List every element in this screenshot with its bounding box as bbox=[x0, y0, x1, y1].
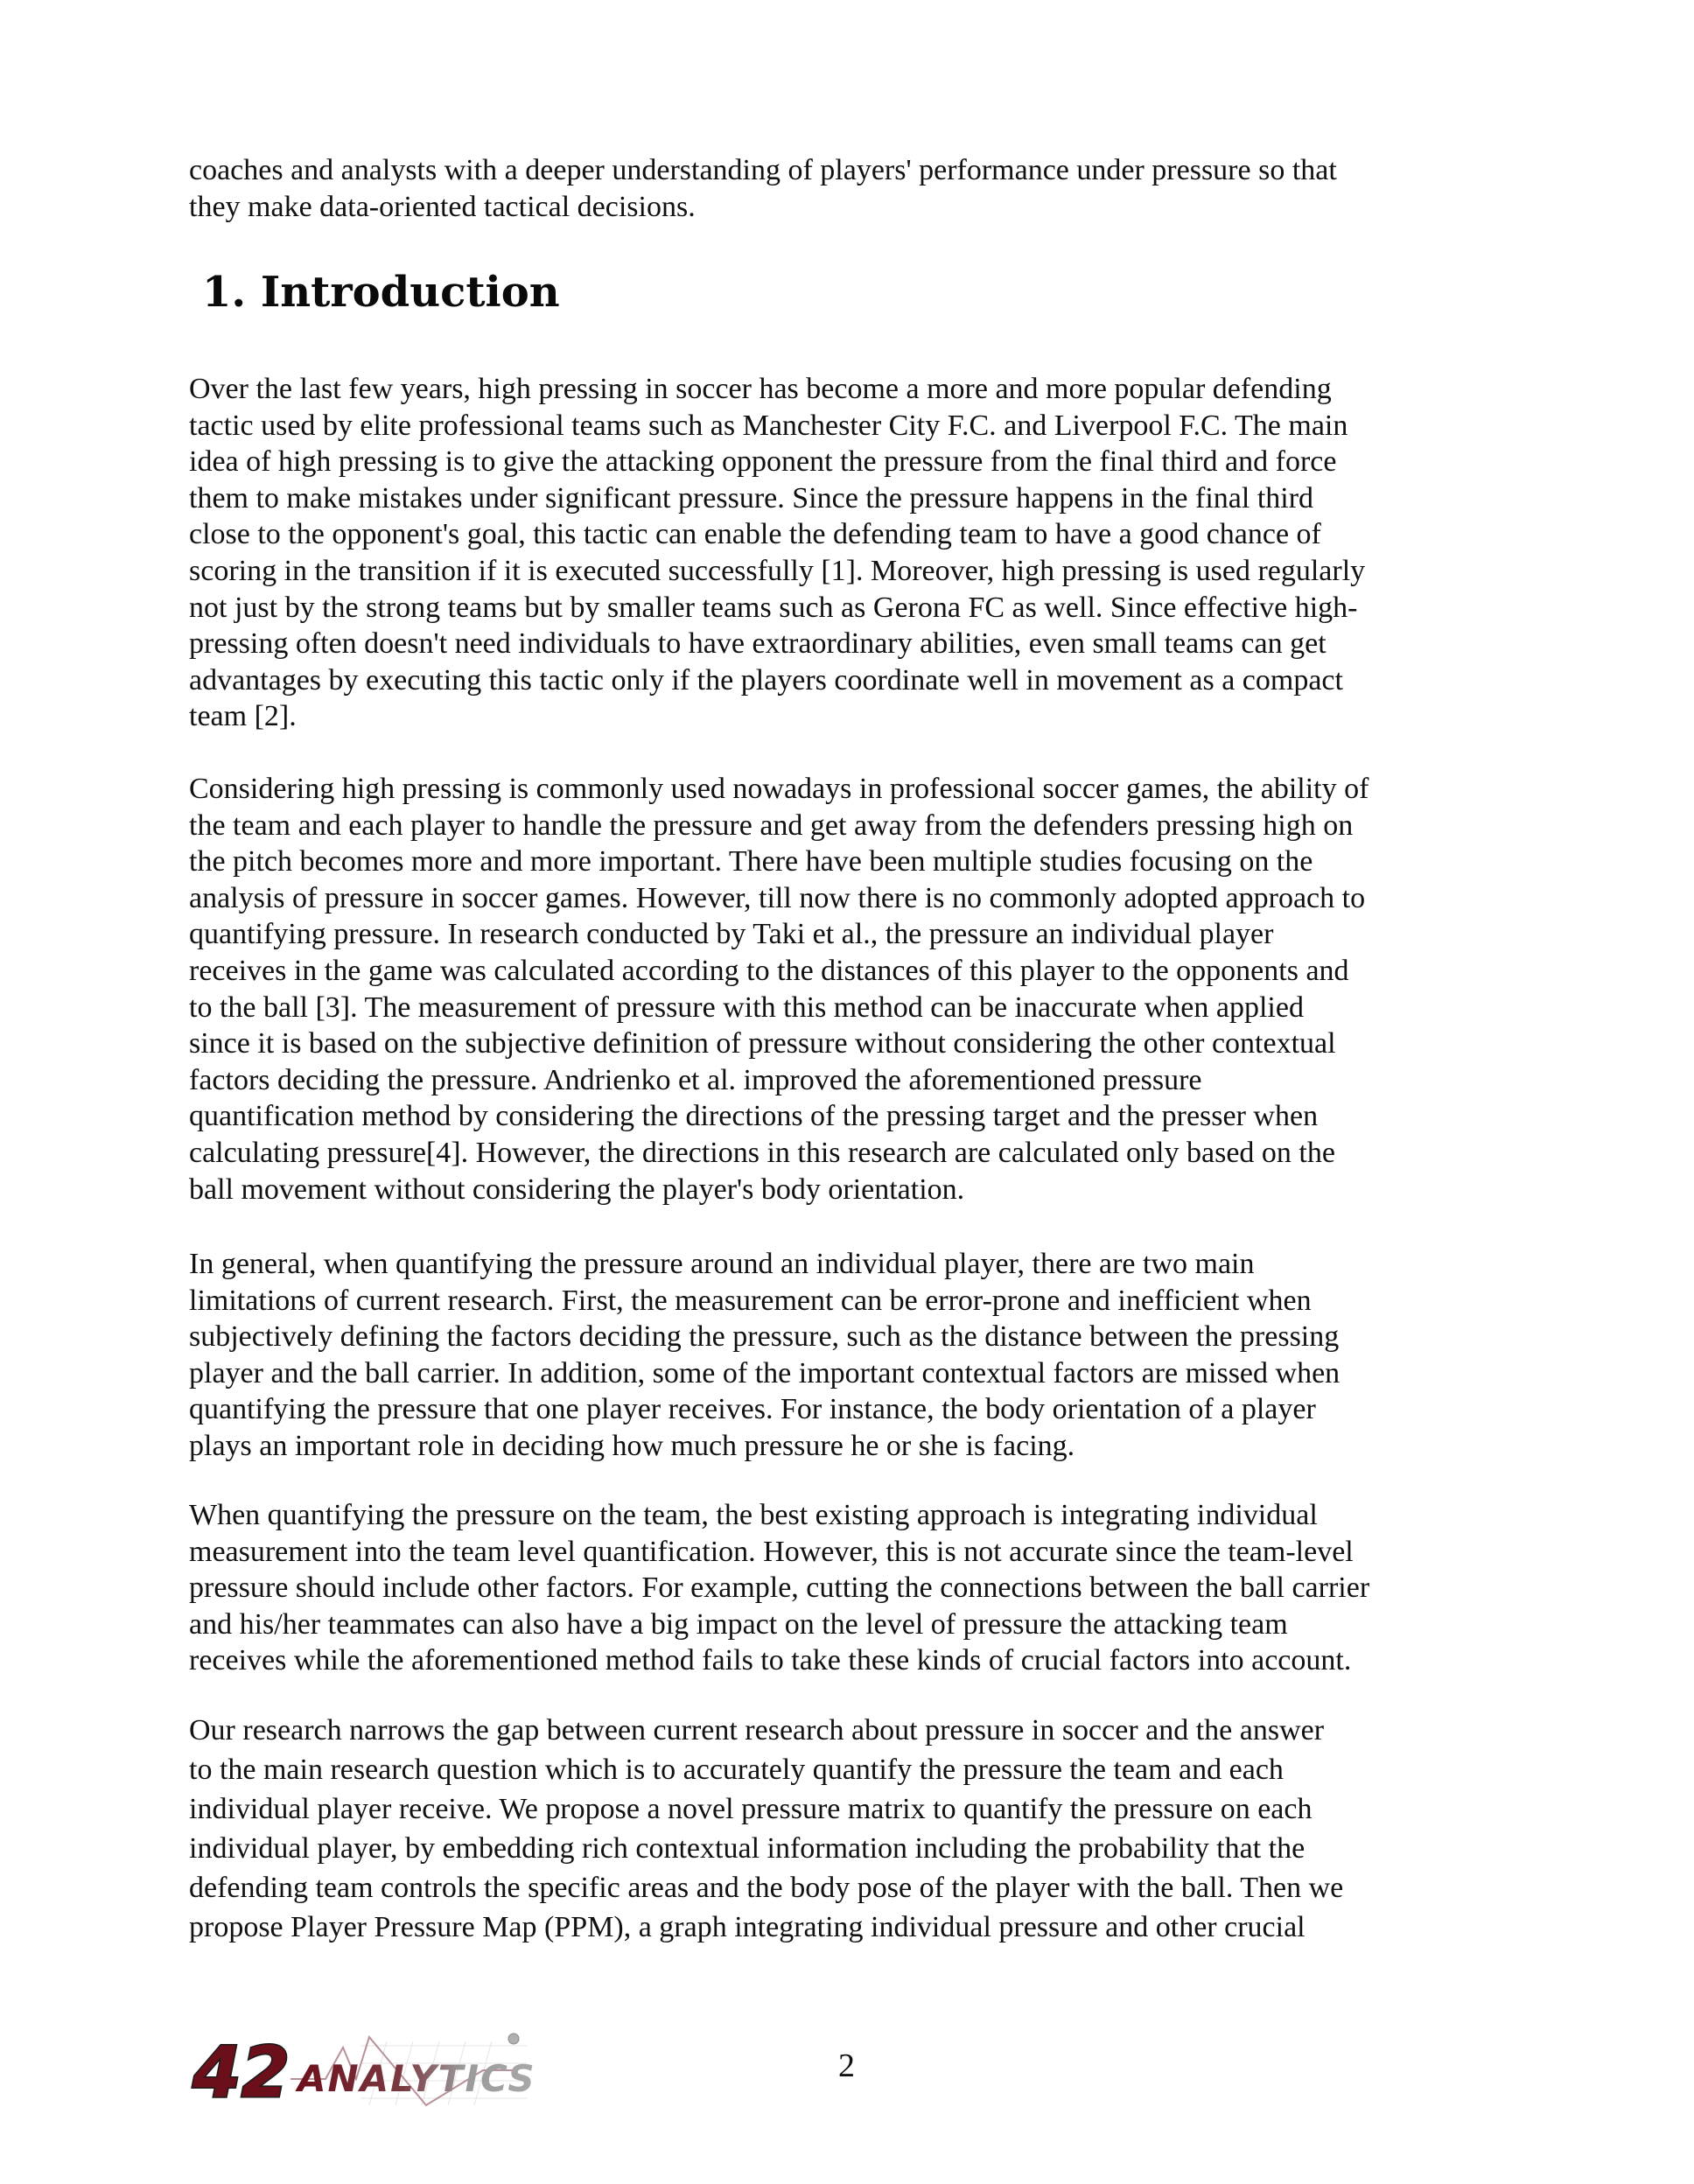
text-line: individual player receive. We propose a novel pressure matrix to quantify the pressure on each bbox=[189, 1793, 1312, 1825]
text-line: they make data-oriented tactical decisions. bbox=[189, 190, 696, 223]
text-line: ball movement without considering the player's body orientation. bbox=[189, 1172, 965, 1206]
text-line: close to the opponent's goal, this tactic can enable the defending team to have a good chance of bbox=[189, 518, 1321, 551]
text-line: calculating pressure[4]. However, the directions in this research are calculated only based on the bbox=[189, 1136, 1335, 1169]
abstract-continuation bbox=[189, 152, 1536, 225]
text-line: Considering high pressing is commonly used nowadays in professional soccer games, the ability of bbox=[189, 773, 1369, 805]
text-line: quantification method by considering the directions of the pressing target and the presser when bbox=[189, 1100, 1319, 1133]
text-line: scoring in the transition if it is executed successfully [1]. Moreover, high pressing is used regularly bbox=[189, 554, 1366, 587]
text-line: tactic used by elite professional teams such as Manchester City F.C. and Liverpool F.C. The main bbox=[189, 409, 1348, 442]
svg-text:ANALYTICS: ANALYTICS bbox=[298, 2057, 536, 2100]
text-line: the team and each player to handle the pressure and get away from the defenders pressing high on bbox=[189, 808, 1354, 842]
text-line: to the ball [3]. The measurement of pressure with this method can be inaccurate when applied bbox=[189, 990, 1304, 1024]
text-line: individual player, by embedding rich contextual information including the probability that the bbox=[189, 1832, 1306, 1865]
text-line: not just by the strong teams but by smaller teams such as Gerona FC as well. Since effective high- bbox=[189, 591, 1358, 624]
text-line: quantifying pressure. In research conducted by Taki et al., the pressure an individual player bbox=[189, 918, 1274, 951]
text-line: subjectively defining the factors deciding the pressure, such as the distance between the pressing bbox=[189, 1320, 1340, 1354]
text-line: and his/her teammates can also have a big impact on the level of pressure the attacking team bbox=[189, 1607, 1288, 1641]
text-line: advantages by executing this tactic only if the players coordinate well in movement as a compact bbox=[189, 663, 1343, 696]
text-line: pressure should include other factors. For example, cutting the connections between the ball carrier bbox=[189, 1572, 1370, 1605]
text-line: measurement into the team level quantification. However, this is not accurate since the team-level bbox=[189, 1535, 1354, 1568]
text-line: defending team controls the specific areas and the body pose of the player with the ball. Then we bbox=[189, 1872, 1344, 1904]
42-analytics-logo-icon bbox=[186, 2028, 570, 2112]
text-line: Over the last few years, high pressing in soccer has become a more and more popular defending bbox=[189, 373, 1332, 405]
paragraph-4 bbox=[189, 1497, 1536, 1679]
text-line: team [2]. bbox=[189, 700, 297, 733]
text-line: idea of high pressing is to give the attacking opponent the pressure from the final third and force bbox=[189, 445, 1337, 479]
text-line: player and the ball carrier. In addition, some of the important contextual factors are missed when bbox=[189, 1356, 1340, 1390]
paragraph-2 bbox=[189, 771, 1536, 1208]
text-line: analysis of pressure in soccer games. However, till now there is no commonly adopted approach to bbox=[189, 881, 1366, 914]
text-line: plays an important role in deciding how much pressure he or she is facing. bbox=[189, 1429, 1075, 1462]
text-line: factors deciding the pressure. Andrienko et al. improved the aforementioned pressure bbox=[189, 1063, 1202, 1096]
text-line: pressing often doesn't need individuals to have extraordinary abilities, even small teams can get bbox=[189, 627, 1326, 661]
text-line: limitations of current research. First, the measurement can be error-prone and inefficient when bbox=[189, 1284, 1312, 1317]
text-line: When quantifying the pressure on the team, the best existing approach is integrating individual bbox=[189, 1499, 1318, 1531]
section-heading: 1. Introduction bbox=[202, 268, 560, 317]
svg-text:42: 42 bbox=[192, 2032, 290, 2112]
text-line: coaches and analysts with a deeper understanding of players' performance under pressure so that bbox=[189, 154, 1337, 186]
text-line: In general, when quantifying the pressure around an individual player, there are two main bbox=[189, 1248, 1255, 1280]
paragraph-5 bbox=[189, 1711, 1536, 1947]
text-line: the pitch becomes more and more important. There have been multiple studies focusing on the bbox=[189, 845, 1313, 878]
paragraph-3 bbox=[189, 1246, 1536, 1465]
text-line: them to make mistakes under significant pressure. Since the pressure happens in the final third bbox=[189, 481, 1314, 514]
text-line: quantifying the pressure that one player receives. For instance, the body orientation of a player bbox=[189, 1393, 1316, 1426]
text-line: receives in the game was calculated according to the distances of this player to the opponents and bbox=[189, 954, 1349, 987]
page-number: 2 bbox=[838, 2048, 855, 2084]
text-line: receives while the aforementioned method fails to take these kinds of crucial factors into account. bbox=[189, 1644, 1352, 1677]
text-line: Our research narrows the gap between current research about pressure in soccer and the answer bbox=[189, 1714, 1325, 1746]
paragraph-1 bbox=[189, 371, 1536, 735]
text-line: propose Player Pressure Map (PPM), a graph integrating individual pressure and other crucial bbox=[189, 1911, 1306, 1943]
text-line: to the main research question which is to accurately quantify the pressure the team and each bbox=[189, 1754, 1284, 1786]
text-line: since it is based on the subjective definition of pressure without considering the other contextual bbox=[189, 1027, 1336, 1060]
